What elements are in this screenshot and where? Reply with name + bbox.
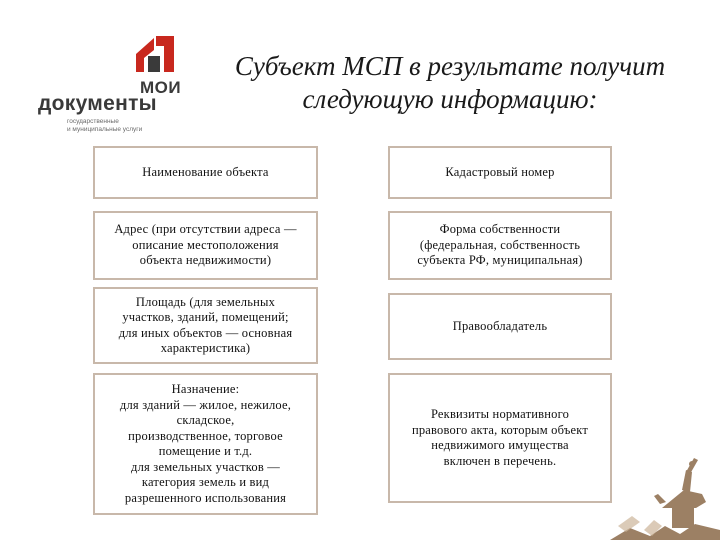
- info-box-legal-act: [388, 373, 612, 503]
- logo-subtitle: государственные и муниципальные услуги: [67, 118, 143, 133]
- page-title: Субъект МСП в результате получит следующую информацию:: [234, 51, 666, 114]
- logo-mark-icon: [134, 32, 176, 76]
- info-box-rightholder: [388, 293, 612, 360]
- info-box-text: Назначение: для зданий — жилое, нежилое, складское, производственное, торговое помещение и т.д. для земельных участков — категория земель и вид разрешенного использования: [119, 382, 292, 505]
- info-box-ownership: [388, 211, 612, 280]
- info-box-text: Наименование объекта: [142, 164, 269, 179]
- info-box-purpose: [93, 373, 318, 515]
- info-box-cadastral: [388, 146, 612, 199]
- info-box-area: [93, 287, 318, 364]
- info-box-name: [93, 146, 318, 199]
- logo-text-moi: МОИ: [140, 78, 182, 97]
- info-box-text: Правообладатель: [452, 318, 548, 333]
- logo-text-documents: документы: [38, 92, 157, 115]
- info-box-address: [93, 211, 318, 280]
- info-box-text: Реквизиты нормативного правового акта, которым объект недвижимого имущества включен в перечень.: [411, 407, 589, 468]
- info-box-text: Площадь (для земельных участков, зданий, помещений; для иных объектов — основная характеристика): [118, 294, 293, 355]
- logo: [30, 26, 180, 136]
- monument-ornament-icon: [610, 450, 720, 540]
- info-box-text: Форма собственности (федеральная, собственность субъекта РФ, муниципальная): [417, 222, 583, 268]
- info-box-text: Кадастровый номер: [445, 164, 555, 179]
- info-box-text: Адрес (при отсутствии адреса — описание местоположения объекта недвижимости): [114, 222, 297, 268]
